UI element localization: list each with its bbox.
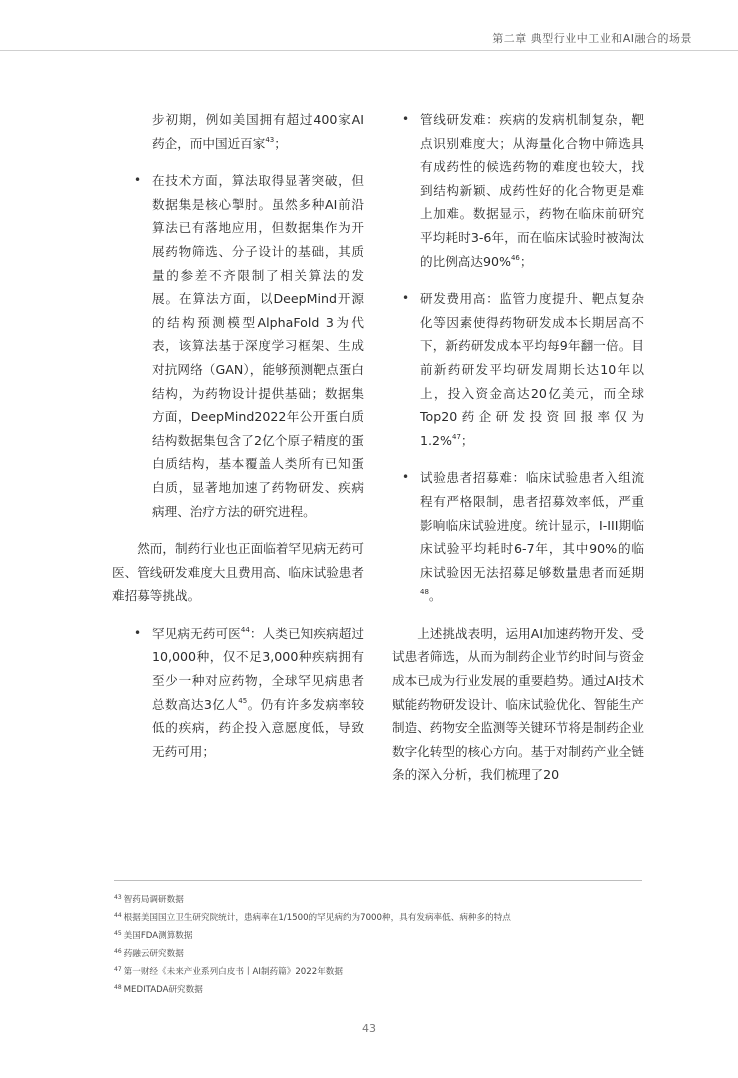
footnote-47: $^{47}$ 第一财经《未来产业系列白皮书丨AI制药篇》2022年数据 xyxy=(114,966,343,977)
footnote-ref-46[interactable]: 46 xyxy=(510,253,520,262)
bullet-pipeline-difficulty: • 管线研发难：疾病的发病机制复杂，靶点识别难度大；从海量化合物中筛选具有成药性的候选药物的难度也较大，找到结构新颖、成药性好的化合物更是难上加难。数据显示，药物在临床前研究平均耗时3-6年，而在临床试验时被淘汰的比例高达90%$^{46}$； xyxy=(392,108,644,273)
paragraph-challenges: 然而，制药行业也正面临着罕见病无药可医、管线研发难度大且费用高、临床试验患者难招募等挑战。 xyxy=(112,541,364,604)
footnote-46: $^{46}$ 药融云研究数据 xyxy=(114,948,184,959)
bullet-dot-icon: • xyxy=(134,173,142,188)
continued-paragraph: 步初期，例如美国拥有超过400家AI药企，而中国近百家$^{43}$； xyxy=(152,112,364,151)
bullet-patient-recruitment: • 试验患者招募难：临床试验患者入组流程有严格限制，患者招募效率低，严重影响临床试验进度。统计显示，I-III期临床试验平均耗时6-7年，其中90%的临床试验因无法招募足够数量患者而延期$^{48}$。 xyxy=(392,466,644,608)
footnotes xyxy=(114,890,674,998)
footnote-ref-47[interactable]: 47 xyxy=(452,432,461,441)
bullet-dot-icon: • xyxy=(402,291,410,306)
bullet-dot-icon: • xyxy=(134,625,142,640)
footnote-ref-44[interactable]: 44 xyxy=(240,625,250,634)
footnote-48: $^{48}$ MEDITADA研究数据 xyxy=(114,984,203,995)
footnote-43: $^{43}$ 智药局调研数据 xyxy=(114,894,184,905)
header-divider xyxy=(0,50,738,51)
bullet-dot-icon: • xyxy=(402,470,410,485)
footnote-ref-48[interactable]: 48 xyxy=(420,588,429,597)
footnote-45: $^{45}$ 美国FDA测算数据 xyxy=(114,930,193,941)
footnote-divider xyxy=(114,880,642,881)
bullet-rd-cost: • 研发费用高：监管力度提升、靶点复杂化等因素使得药物研发成本长期居高不下，新药研发成本平均每9年翻一倍。目前新药研发平均研发周期长达10年以上，投入资金高达20亿美元，而全球Top20药企研发投资回报率仅为1.2%$^{47}$； xyxy=(392,287,644,452)
running-header-chapter-title: 第二章 典型行业中工业和AI融合的场景 xyxy=(492,32,692,45)
bullet-tech-progress: • 在技术方面，算法取得显著突破，但数据集是核心掣肘。虽然多种AI前沿算法已有落地应用，但数据集作为开展药物筛选、分子设计的基础，其质量的参差不齐限制了相关算法的发展。在算法方面，以DeepMind开源的结构预测模型AlphaFold 3为代表，该算法基于深度学习框架、生成对抗网络（GAN），能够预测靶点蛋白结构，为药物设计提供基础；数据集方面，DeepMind2022年公开蛋白质结构数据集包含了2亿个原子精度的蛋白质结构，基本覆盖人类所有已知蛋白质，显著地加速了药物研发、疾病病理、治疗方法的研究进程。 xyxy=(114,169,364,523)
paragraph-conclusion: 上述挑战表明，运用AI加速药物开发、受试患者筛选，从而为制药企业节约时间与资金成本已成为行业发展的重要趋势。通过AI技术赋能药物研发设计、临床试验优化、智能生产制造、药物安全监测等关键环节将是制药企业数字化转型的核心方向。基于对制药产业全链条的深入分析，我们梳理了20 xyxy=(392,625,644,783)
bullet-dot-icon: • xyxy=(402,112,410,126)
footnote-ref-43[interactable]: 43 xyxy=(265,135,275,144)
bullet-rare-disease: • 罕见病无药可医$^{44}$：人类已知疾病超过10,000种，仅不足3,000种疾病拥有至少一种对应药物，全球罕见病患者总数高达3亿人$^{45}$。仍有许多发病率较低的疾病，药企投入意愿度低，导致无药可用； xyxy=(114,622,364,764)
footnote-44: $^{44}$ 根据美国国立卫生研究院统计，患病率在1/1500的罕见病约为7000种，具有发病率低、病种多的特点 xyxy=(114,912,511,923)
footnote-ref-45[interactable]: 45 xyxy=(238,696,248,705)
right-column xyxy=(392,108,644,801)
page-number: 43 xyxy=(362,1022,376,1035)
left-column xyxy=(114,108,364,777)
